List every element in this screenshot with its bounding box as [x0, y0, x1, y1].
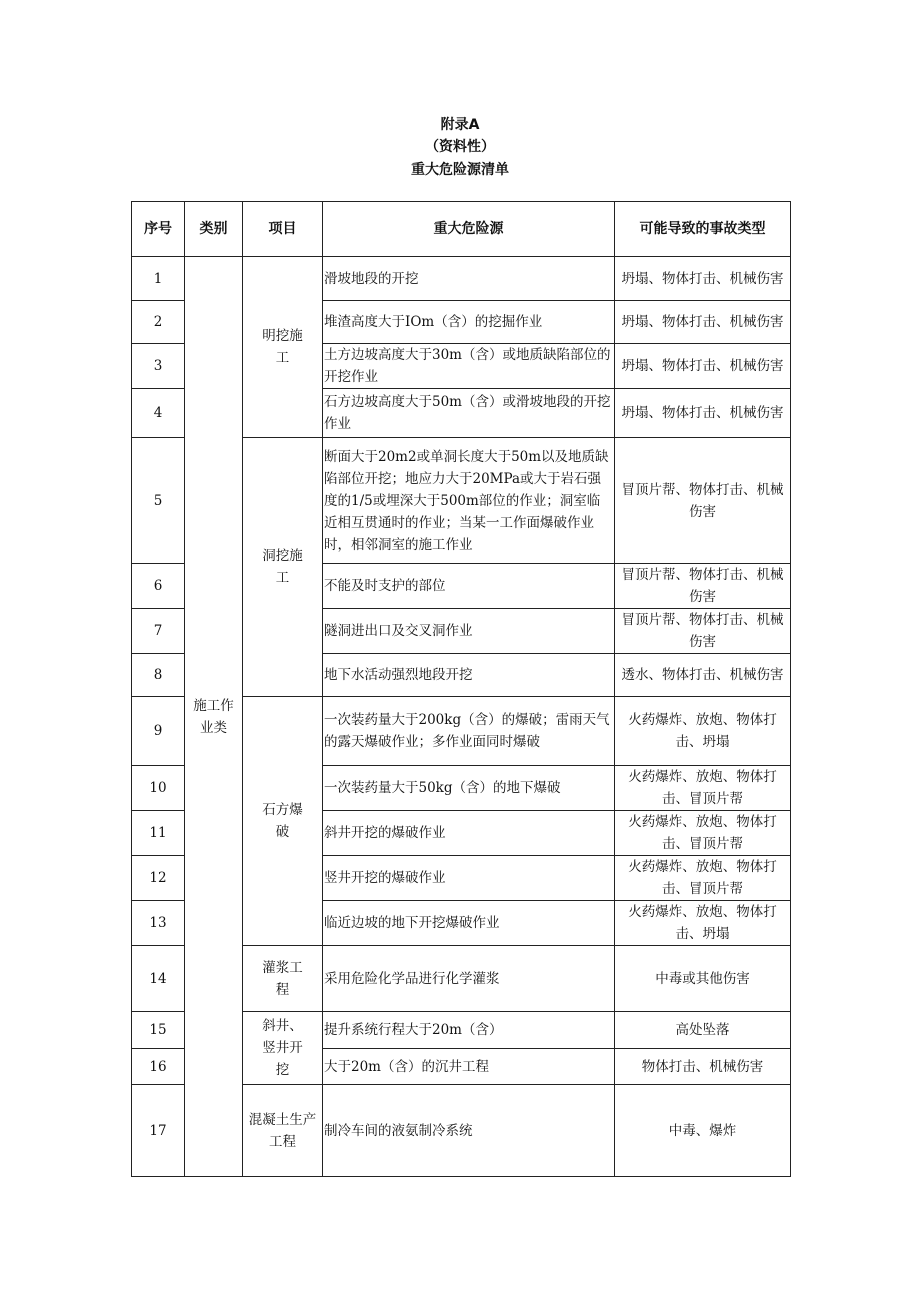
- table-row: [132, 257, 791, 301]
- hazard-cell: 一次装药量大于50kg（含）的地下爆破: [323, 766, 615, 811]
- row-number: 9: [132, 697, 185, 766]
- accident-cell: 高处坠落: [615, 1012, 791, 1049]
- hazard-cell: 地下水活动强烈地段开挖: [323, 654, 615, 697]
- row-number: 13: [132, 901, 185, 946]
- accident-cell: 冒顶片帮、物体打击、机械伤害: [615, 438, 791, 564]
- appendix-nature: （资料性）: [425, 139, 495, 155]
- category-cell: 施工作业类: [185, 257, 243, 1177]
- hazard-cell: 土方边坡高度大于30m（含）或地质缺陷部位的开挖作业: [323, 344, 615, 389]
- accident-cell: 物体打击、机械伤害: [615, 1049, 791, 1085]
- row-number: 10: [132, 766, 185, 811]
- hazard-cell: 石方边坡高度大于50m（含）或滑坡地段的开挖作业: [323, 389, 615, 438]
- hazard-cell: 斜井开挖的爆破作业: [323, 811, 615, 856]
- accident-cell: 火药爆炸、放炮、物体打击、坍塌: [615, 901, 791, 946]
- hazard-cell: 大于20m（含）的沉井工程: [323, 1049, 615, 1085]
- hazard-cell: 临近边坡的地下开挖爆破作业: [323, 901, 615, 946]
- row-number: 6: [132, 564, 185, 609]
- project-cell: 明挖施工: [243, 257, 323, 438]
- row-number: 16: [132, 1049, 185, 1085]
- table-header-row: [132, 202, 791, 257]
- hazard-table: [131, 201, 791, 1177]
- project-cell: 灌浆工程: [243, 946, 323, 1012]
- hazard-cell: 竖井开挖的爆破作业: [323, 856, 615, 901]
- accident-cell: 火药爆炸、放炮、物体打击、坍塌: [615, 697, 791, 766]
- row-number: 2: [132, 301, 185, 344]
- hazard-cell: 不能及时支护的部位: [323, 564, 615, 609]
- hazard-cell: 滑坡地段的开挖: [323, 257, 615, 301]
- row-number: 5: [132, 438, 185, 564]
- accident-cell: 冒顶片帮、物体打击、机械伤害: [615, 609, 791, 654]
- project-cell: 混凝土生产工程: [243, 1085, 323, 1177]
- project-cell: 石方爆破: [243, 697, 323, 946]
- accident-cell: 透水、物体打击、机械伤害: [615, 654, 791, 697]
- row-number: 14: [132, 946, 185, 1012]
- row-number: 12: [132, 856, 185, 901]
- accident-cell: 坍塌、物体打击、机械伤害: [615, 389, 791, 438]
- hazard-cell: 制冷车间的液氨制冷系统: [323, 1085, 615, 1177]
- row-number: 4: [132, 389, 185, 438]
- accident-cell: 火药爆炸、放炮、物体打击、冒顶片帮: [615, 766, 791, 811]
- accident-cell: 冒顶片帮、物体打击、机械伤害: [615, 564, 791, 609]
- hazard-cell: 采用危险化学品进行化学灌浆: [323, 946, 615, 1012]
- accident-cell: 坍塌、物体打击、机械伤害: [615, 344, 791, 389]
- hazard-cell: 提升系统行程大于20m（含）: [323, 1012, 615, 1049]
- document-title: 重大危险源清单: [411, 162, 509, 178]
- row-number: 17: [132, 1085, 185, 1177]
- hazard-cell: 一次装药量大于200kg（含）的爆破；雷雨天气的露天爆破作业；多作业面同时爆破: [323, 697, 615, 766]
- accident-cell: 火药爆炸、放炮、物体打击、冒顶片帮: [615, 856, 791, 901]
- hazard-cell: 断面大于20m2或单洞长度大于50m以及地质缺陷部位开挖；地应力大于20MPa或大于岩石强度的1/5或埋深大于500m部位的作业；洞室临近相互贯通时的作业；当某一工作面爆破作业时，相邻洞室的施工作业: [323, 438, 615, 564]
- row-number: 8: [132, 654, 185, 697]
- project-cell: 斜井、竖井开挖: [243, 1012, 323, 1085]
- project-cell: 洞挖施工: [243, 438, 323, 697]
- row-number: 15: [132, 1012, 185, 1049]
- row-number: 1: [132, 257, 185, 301]
- accident-cell: 坍塌、物体打击、机械伤害: [615, 301, 791, 344]
- row-number: 3: [132, 344, 185, 389]
- hazard-cell: 隧洞进出口及交叉洞作业: [323, 609, 615, 654]
- accident-cell: 坍塌、物体打击、机械伤害: [615, 257, 791, 301]
- accident-cell: 中毒、爆炸: [615, 1085, 791, 1177]
- column-header-no: 序号: [132, 202, 185, 257]
- column-header-hazard: 重大危险源: [323, 202, 615, 257]
- hazard-cell: 堆渣高度大于IOm（含）的挖掘作业: [323, 301, 615, 344]
- row-number: 7: [132, 609, 185, 654]
- column-header-project: 项目: [243, 202, 323, 257]
- accident-cell: 火药爆炸、放炮、物体打击、冒顶片帮: [615, 811, 791, 856]
- column-header-accident: 可能导致的事故类型: [615, 202, 791, 257]
- accident-cell: 中毒或其他伤害: [615, 946, 791, 1012]
- column-header-category: 类别: [185, 202, 243, 257]
- appendix-label: 附录A: [440, 117, 480, 133]
- row-number: 11: [132, 811, 185, 856]
